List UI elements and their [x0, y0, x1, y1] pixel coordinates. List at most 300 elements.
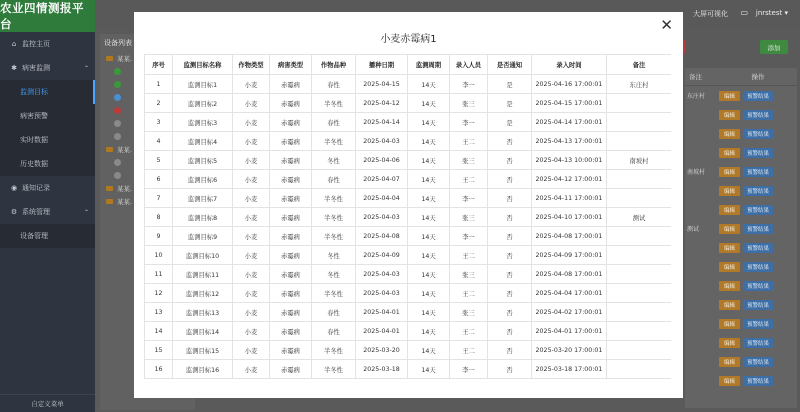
sidebar-item-0[interactable]	[0, 32, 95, 56]
table-cell: 2025-04-12	[356, 94, 408, 113]
table-row	[685, 162, 797, 181]
table-cell: 张三	[450, 265, 488, 284]
column-header: 录入人员	[450, 55, 488, 75]
table-cell: 赤霉病	[270, 341, 312, 360]
sidebar-nav	[0, 32, 95, 248]
table-cell: 春性	[312, 170, 356, 189]
table-cell: 赤霉病	[270, 189, 312, 208]
table-cell: 否	[488, 246, 532, 265]
sidebar-item-label: 设备管理	[20, 232, 48, 240]
sidebar-item-label: 实时数据	[20, 136, 48, 144]
table-header-row	[145, 55, 672, 75]
edit-button[interactable]: 编辑	[719, 300, 740, 310]
table-cell: 2025-04-04 17:00:01	[532, 284, 607, 303]
table-cell: 14天	[408, 151, 450, 170]
table-cell: 否	[488, 132, 532, 151]
table-row	[145, 170, 672, 189]
table-row	[145, 132, 672, 151]
table-cell: 王二	[450, 341, 488, 360]
table-cell: 否	[488, 322, 532, 341]
table-cell: 李一	[450, 75, 488, 94]
table-cell: 赤霉病	[270, 151, 312, 170]
col-note-header: 备注	[689, 73, 702, 81]
table-cell	[607, 303, 672, 322]
table-cell: 14天	[408, 246, 450, 265]
alert-result-button[interactable]: 预警结果	[743, 319, 773, 329]
table-row	[685, 200, 797, 219]
table-cell: 2	[145, 94, 173, 113]
table-row	[145, 75, 672, 94]
column-header: 作物品种	[312, 55, 356, 75]
alert-result-button[interactable]: 预警结果	[743, 243, 773, 253]
sidebar-item-label: 通知记录	[22, 184, 50, 192]
target-table-partial	[685, 68, 797, 408]
table-row	[145, 151, 672, 170]
row-note: 测试	[687, 226, 700, 233]
table-cell: 14天	[408, 132, 450, 151]
table-cell: 半冬性	[312, 94, 356, 113]
table-cell	[607, 113, 672, 132]
table-cell: 监测目标7	[173, 189, 233, 208]
table-row	[685, 86, 797, 105]
edit-button[interactable]: 编辑	[719, 186, 740, 196]
add-button[interactable]: 添加	[760, 40, 788, 54]
table-cell: 2025-04-01	[356, 303, 408, 322]
table-row	[685, 352, 797, 371]
detail-table-wrap[interactable]	[144, 54, 671, 398]
sidebar-item-6[interactable]	[0, 176, 95, 200]
table-cell: 2025-04-04	[356, 189, 408, 208]
table-cell	[607, 246, 672, 265]
table-cell: 监测目标14	[173, 322, 233, 341]
modal-title: 小麦赤霉病1	[380, 34, 437, 45]
table-cell: 2025-04-13 17:00:01	[532, 132, 607, 151]
table-cell: 冬性	[312, 151, 356, 170]
table-cell: 监测目标15	[173, 341, 233, 360]
table-cell: 14天	[408, 322, 450, 341]
edit-button[interactable]: 编辑	[719, 376, 740, 386]
tree-node-label: 某某.	[117, 146, 133, 154]
table-cell: 春性	[312, 113, 356, 132]
table-cell: 否	[488, 284, 532, 303]
table-cell: 半冬性	[312, 227, 356, 246]
table-cell: 半冬性	[312, 208, 356, 227]
chevron-up-icon: ⌃	[83, 208, 89, 216]
table-cell: 小麦	[233, 208, 270, 227]
table-cell	[607, 94, 672, 113]
table-cell: 2025-04-06	[356, 151, 408, 170]
table-row	[685, 238, 797, 257]
table-cell: 张三	[450, 151, 488, 170]
table-cell: 监测目标8	[173, 208, 233, 227]
table-cell: 南坡村	[607, 151, 672, 170]
table-cell: 2025-04-14 17:00:01	[532, 113, 607, 132]
table-cell: 2025-04-10 17:00:01	[532, 208, 607, 227]
table-row	[685, 276, 797, 295]
table-cell: 监测目标5	[173, 151, 233, 170]
column-header: 录入时间	[532, 55, 607, 75]
column-header: 监测目标名称	[173, 55, 233, 75]
table-cell: 王二	[450, 246, 488, 265]
alert-result-button[interactable]: 预警结果	[743, 281, 773, 291]
table-cell: 监测目标9	[173, 227, 233, 246]
table-cell: 张三	[450, 208, 488, 227]
tree-node-label: 某某.	[117, 198, 133, 206]
table-cell: 是	[488, 113, 532, 132]
sidebar	[0, 0, 95, 412]
edit-button[interactable]: 编辑	[719, 148, 740, 158]
alert-result-button[interactable]: 预警结果	[743, 148, 773, 158]
table-cell: 半冬性	[312, 132, 356, 151]
table-cell: 是	[488, 75, 532, 94]
table-row	[145, 284, 672, 303]
table-cell: 王二	[450, 170, 488, 189]
table-cell: 14天	[408, 341, 450, 360]
tree-node-label: 某某.	[117, 185, 133, 193]
table-cell: 半冬性	[312, 341, 356, 360]
sidebar-item-label: 病害监测	[22, 64, 50, 72]
table-cell: 赤霉病	[270, 322, 312, 341]
table-cell: 小麦	[233, 227, 270, 246]
table-cell: 小麦	[233, 75, 270, 94]
table-cell: 否	[488, 341, 532, 360]
device-status-icon	[114, 68, 121, 75]
table-cell: 小麦	[233, 189, 270, 208]
message-icon[interactable]: ▭	[740, 8, 748, 17]
table-cell: 小麦	[233, 322, 270, 341]
edit-button[interactable]: 编辑	[719, 129, 740, 139]
column-header: 序号	[145, 55, 173, 75]
table-cell: 2025-04-12 17:00:01	[532, 170, 607, 189]
table-cell: 监测目标16	[173, 360, 233, 379]
table-row	[685, 333, 797, 352]
table-cell: 否	[488, 265, 532, 284]
table-cell: 13	[145, 303, 173, 322]
device-tree-title: 设备列表	[104, 39, 132, 47]
table-cell: 7	[145, 189, 173, 208]
table-cell: 3	[145, 113, 173, 132]
alert-result-button[interactable]: 预警结果	[743, 129, 773, 139]
table-cell: 赤霉病	[270, 113, 312, 132]
table-cell: 冬性	[312, 265, 356, 284]
table-cell: 监测目标6	[173, 170, 233, 189]
table-cell: 赤霉病	[270, 75, 312, 94]
table-row	[685, 105, 797, 124]
sidebar-item-label: 监测目标	[20, 88, 48, 96]
table-cell: 2025-04-03	[356, 265, 408, 284]
sidebar-item-label: 系统管理	[22, 208, 50, 216]
alert-result-button[interactable]: 预警结果	[743, 262, 773, 272]
table-cell: 否	[488, 208, 532, 227]
table-cell	[607, 341, 672, 360]
row-note: 东庄村	[687, 93, 706, 100]
table-cell: 否	[488, 170, 532, 189]
table-cell: 监测目标10	[173, 246, 233, 265]
table-cell: 12	[145, 284, 173, 303]
folder-icon	[106, 186, 113, 191]
table-cell: 监测目标13	[173, 303, 233, 322]
table-cell: 9	[145, 227, 173, 246]
table-cell: 小麦	[233, 132, 270, 151]
table-cell: 14天	[408, 303, 450, 322]
alert-result-button[interactable]: 预警结果	[743, 205, 773, 215]
alert-result-button[interactable]: 预警结果	[743, 186, 773, 196]
edit-button[interactable]: 编辑	[719, 205, 740, 215]
edit-button[interactable]: 编辑	[719, 110, 740, 120]
table-cell: 小麦	[233, 360, 270, 379]
table-row	[145, 341, 672, 360]
table-cell: 赤霉病	[270, 360, 312, 379]
table-cell	[607, 265, 672, 284]
sidebar-item-5[interactable]	[0, 152, 95, 176]
edit-button[interactable]: 编辑	[719, 91, 740, 101]
table-cell: 8	[145, 208, 173, 227]
table-cell: 2025-04-01	[356, 322, 408, 341]
edit-button[interactable]: 编辑	[719, 243, 740, 253]
sidebar-item-7[interactable]	[0, 200, 95, 224]
bug-icon: ✱	[11, 64, 17, 72]
table-row	[685, 295, 797, 314]
table-row	[145, 227, 672, 246]
user-name: jnrstest	[755, 9, 783, 17]
tree-node-label: 某某.	[117, 55, 133, 63]
edit-button[interactable]: 编辑	[719, 357, 740, 367]
table-cell: 张三	[450, 94, 488, 113]
edit-button[interactable]: 编辑	[719, 262, 740, 272]
table-cell: 赤霉病	[270, 132, 312, 151]
table-cell: 14天	[408, 265, 450, 284]
table-row	[685, 181, 797, 200]
table-cell: 监测目标4	[173, 132, 233, 151]
table-cell: 2025-04-02 17:00:01	[532, 303, 607, 322]
table-cell: 小麦	[233, 113, 270, 132]
alert-result-button[interactable]: 预警结果	[743, 338, 773, 348]
table-cell	[607, 189, 672, 208]
table-row	[145, 265, 672, 284]
table-cell	[607, 360, 672, 379]
edit-button[interactable]: 编辑	[719, 319, 740, 329]
table-cell: 2025-04-16 17:00:01	[532, 75, 607, 94]
device-status-icon	[114, 81, 121, 88]
table-cell: 监测目标11	[173, 265, 233, 284]
table-cell: 李一	[450, 113, 488, 132]
edit-button[interactable]: 编辑	[719, 224, 740, 234]
table-cell: 小麦	[233, 265, 270, 284]
table-cell: 赤霉病	[270, 208, 312, 227]
table-cell: 16	[145, 360, 173, 379]
chevron-up-icon: ⌃	[83, 64, 89, 72]
table-cell: 半冬性	[312, 360, 356, 379]
bell-icon: ◉	[10, 184, 18, 192]
sidebar-item-1[interactable]	[0, 56, 95, 80]
table-cell: 小麦	[233, 94, 270, 113]
device-status-icon	[114, 172, 121, 179]
table-row	[685, 143, 797, 162]
table-cell: 2025-04-09 17:00:01	[532, 246, 607, 265]
table-cell: 王二	[450, 284, 488, 303]
table-cell: 小麦	[233, 284, 270, 303]
table-cell: 2025-03-18 17:00:01	[532, 360, 607, 379]
table-cell: 监测目标1	[173, 75, 233, 94]
sidebar-item-3[interactable]	[0, 104, 95, 128]
gear-icon: ⚙	[10, 208, 18, 216]
table-cell: 赤霉病	[270, 303, 312, 322]
table-row	[145, 208, 672, 227]
table-cell: 否	[488, 360, 532, 379]
table-cell: 监测目标12	[173, 284, 233, 303]
folder-icon	[106, 147, 113, 152]
edit-button[interactable]: 编辑	[719, 281, 740, 291]
table-row	[145, 322, 672, 341]
table-row	[685, 257, 797, 276]
sidebar-item-4[interactable]	[0, 128, 95, 152]
table-cell: 赤霉病	[270, 94, 312, 113]
table-cell: 半冬性	[312, 189, 356, 208]
sidebar-item-2[interactable]	[0, 80, 95, 104]
table-cell: 春性	[312, 303, 356, 322]
table-cell: 2025-03-20 17:00:01	[532, 341, 607, 360]
folder-icon	[106, 56, 113, 61]
table-cell: 14天	[408, 208, 450, 227]
table-cell: 10	[145, 246, 173, 265]
table-cell: 2025-04-03	[356, 132, 408, 151]
table-cell: 小麦	[233, 246, 270, 265]
table-cell: 2025-04-08	[356, 227, 408, 246]
table-cell: 监测目标2	[173, 94, 233, 113]
table-cell: 监测目标3	[173, 113, 233, 132]
table-cell: 2025-04-03	[356, 208, 408, 227]
table-row	[145, 246, 672, 265]
table-cell: 2025-04-07	[356, 170, 408, 189]
table-cell: 否	[488, 303, 532, 322]
table-cell: 2025-04-08 17:00:01	[532, 265, 607, 284]
table-row	[685, 124, 797, 143]
table-cell: 4	[145, 132, 173, 151]
detail-modal	[134, 12, 683, 398]
table-cell: 2025-04-03	[356, 284, 408, 303]
table-cell: 14天	[408, 170, 450, 189]
table-cell: 11	[145, 265, 173, 284]
table-cell: 2025-03-20	[356, 341, 408, 360]
table-cell: 14	[145, 322, 173, 341]
table-row	[685, 371, 797, 390]
table-cell: 测试	[607, 208, 672, 227]
alert-result-button[interactable]: 预警结果	[743, 357, 773, 367]
table-cell: 14天	[408, 284, 450, 303]
alert-result-button[interactable]: 预警结果	[743, 376, 773, 386]
column-header: 播种日期	[356, 55, 408, 75]
table-cell: 14天	[408, 189, 450, 208]
table-cell: 2025-04-11 17:00:01	[532, 189, 607, 208]
table-cell: 王二	[450, 132, 488, 151]
column-header: 病害类型	[270, 55, 312, 75]
alert-result-button[interactable]: 预警结果	[743, 224, 773, 234]
app-title: 农业四情测报平台	[0, 0, 95, 32]
table-row	[685, 219, 797, 238]
table-row	[685, 314, 797, 333]
table-cell: 春性	[312, 75, 356, 94]
col-ops-header: 操作	[751, 73, 765, 81]
device-status-icon	[114, 107, 121, 114]
table-cell: 是	[488, 94, 532, 113]
table-cell: 2025-04-08 17:00:01	[532, 227, 607, 246]
device-status-icon	[114, 94, 121, 101]
sidebar-item-8[interactable]	[0, 224, 95, 248]
device-status-icon	[114, 133, 121, 140]
table-cell: 赤霉病	[270, 284, 312, 303]
alert-result-button[interactable]: 预警结果	[743, 167, 773, 177]
table-cell: 赤霉病	[270, 246, 312, 265]
sidebar-item-label: 历史数据	[20, 160, 48, 168]
table-cell: 14天	[408, 360, 450, 379]
table-row	[145, 303, 672, 322]
table-cell: 李一	[450, 189, 488, 208]
table-cell: 14天	[408, 94, 450, 113]
close-icon[interactable]: ✕	[660, 16, 673, 34]
table-cell: 否	[488, 151, 532, 170]
edit-button[interactable]: 编辑	[719, 167, 740, 177]
table-cell: 王二	[450, 322, 488, 341]
table-cell: 2025-04-15 17:00:01	[532, 94, 607, 113]
table-cell: 小麦	[233, 341, 270, 360]
alert-result-button[interactable]: 预警结果	[743, 91, 773, 101]
table-cell: 2025-04-15	[356, 75, 408, 94]
table-cell: 6	[145, 170, 173, 189]
edit-button[interactable]: 编辑	[719, 338, 740, 348]
table-cell	[607, 227, 672, 246]
table-cell: 2025-03-18	[356, 360, 408, 379]
folder-icon	[106, 199, 113, 204]
table-cell: 2025-04-13 10:00:01	[532, 151, 607, 170]
table-cell: 张三	[450, 303, 488, 322]
table-cell: 春性	[312, 322, 356, 341]
table-cell: 1	[145, 75, 173, 94]
table-cell: 李一	[450, 227, 488, 246]
device-status-icon	[114, 120, 121, 127]
table-cell: 14天	[408, 113, 450, 132]
device-status-icon	[114, 159, 121, 166]
sidebar-item-label: 病害预警	[20, 112, 48, 120]
column-header: 作物类型	[233, 55, 270, 75]
table-cell: 2025-04-09	[356, 246, 408, 265]
sidebar-item-label: 监控主页	[22, 40, 50, 48]
table-row	[145, 189, 672, 208]
table-row	[145, 360, 672, 379]
table-cell: 赤霉病	[270, 227, 312, 246]
table-cell	[607, 132, 672, 151]
table-cell	[607, 322, 672, 341]
table-cell: 14天	[408, 75, 450, 94]
table-cell: 5	[145, 151, 173, 170]
user-menu[interactable]: jnrstest ▾	[755, 9, 788, 17]
table-cell	[607, 170, 672, 189]
alert-result-button[interactable]: 预警结果	[743, 110, 773, 120]
table-cell: 小麦	[233, 151, 270, 170]
table-cell: 小麦	[233, 170, 270, 189]
table-cell: 2025-04-14	[356, 113, 408, 132]
table-cell: 东庄村	[607, 75, 672, 94]
custom-menu-button[interactable]: 自定义菜单	[0, 394, 95, 412]
alert-result-button[interactable]: 预警结果	[743, 300, 773, 310]
table-cell	[607, 284, 672, 303]
table-row	[145, 94, 672, 113]
column-header: 监测周期	[408, 55, 450, 75]
table-cell: 冬性	[312, 246, 356, 265]
bigscreen-link[interactable]: 大屏可视化	[693, 10, 728, 18]
table-cell: 半冬性	[312, 284, 356, 303]
table-row	[145, 113, 672, 132]
table-cell: 赤霉病	[270, 170, 312, 189]
